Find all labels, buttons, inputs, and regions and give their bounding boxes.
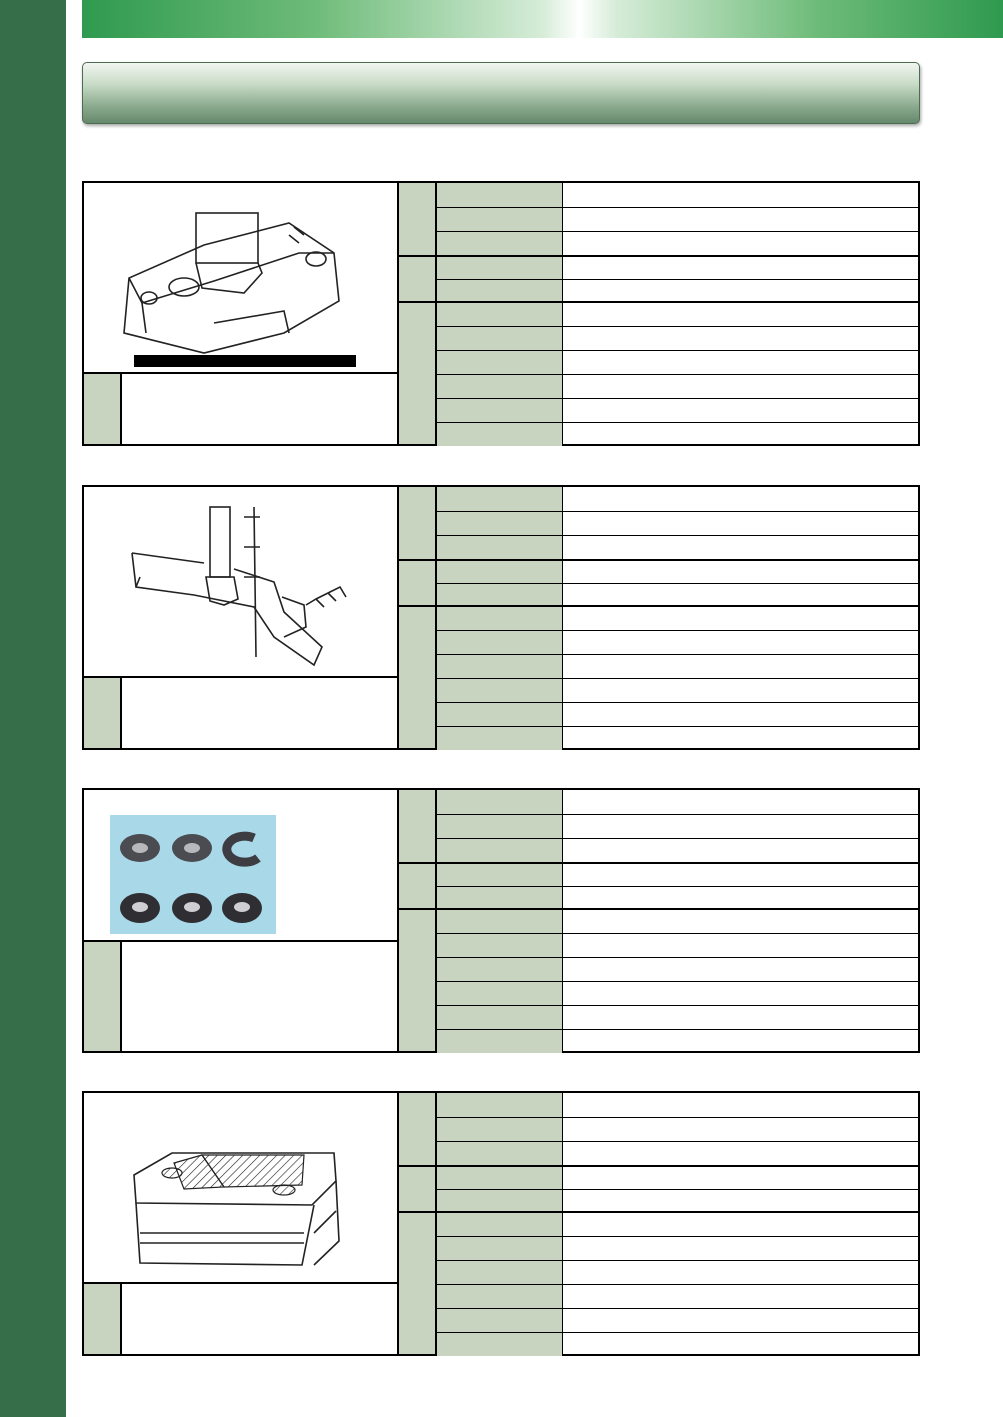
spec-value [563, 208, 918, 231]
spec-value [563, 487, 918, 511]
spec-label [437, 423, 563, 446]
spec-label [437, 280, 563, 303]
spec-row [437, 1093, 918, 1117]
spec-label [437, 1309, 563, 1332]
spec-label [437, 727, 563, 750]
header-band [82, 0, 1003, 38]
spec-group [399, 301, 918, 444]
group-label [399, 1167, 437, 1213]
inserts-photo [84, 790, 397, 942]
spec-group [399, 559, 918, 607]
spec-value [563, 280, 918, 303]
caption-marker [84, 678, 122, 748]
group-label [399, 910, 437, 1051]
spec-value [563, 1237, 918, 1260]
spec-value [563, 1118, 918, 1141]
spec-row [437, 1332, 918, 1356]
group-label [399, 303, 437, 444]
spec-group [399, 255, 918, 303]
spec-label [437, 607, 563, 631]
spec-label [437, 1093, 563, 1117]
spec-label [437, 631, 563, 654]
spec-row [437, 511, 918, 535]
spec-value [563, 1190, 918, 1213]
spec-row [437, 607, 918, 631]
group-label [399, 561, 437, 607]
spec-label [437, 1213, 563, 1237]
spec-row [437, 678, 918, 702]
spec-group [399, 790, 918, 862]
spec-group [399, 183, 918, 255]
new-inserts-row [120, 893, 262, 923]
group-label [399, 183, 437, 255]
spec-value [563, 536, 918, 559]
spec-row [437, 535, 918, 559]
spec-value [563, 887, 918, 910]
spec-value [563, 1213, 918, 1237]
spec-label [437, 703, 563, 726]
spec-label [437, 351, 563, 374]
spec-row [437, 1284, 918, 1308]
spec-value [563, 679, 918, 702]
group-label [399, 790, 437, 862]
spec-row [437, 303, 918, 327]
spec-value [563, 1006, 918, 1029]
spec-value [563, 327, 918, 350]
spec-label [437, 839, 563, 862]
spec-label [437, 1118, 563, 1141]
spec-group [399, 1093, 918, 1165]
spec-row [437, 1167, 918, 1191]
spec-row [437, 957, 918, 981]
spec-row [437, 702, 918, 726]
spec-value [563, 934, 918, 957]
spec-row [437, 1005, 918, 1029]
spec-label [437, 1285, 563, 1308]
caption-row-3 [84, 940, 397, 1051]
spec-value [563, 303, 918, 327]
spec-row [437, 886, 918, 910]
spec-value [563, 839, 918, 862]
spec-label [437, 910, 563, 934]
spec-value [563, 1030, 918, 1053]
spec-label [437, 1006, 563, 1029]
spec-value [563, 631, 918, 654]
spec-value [563, 183, 918, 207]
spec-value [563, 1261, 918, 1284]
spec-value [563, 727, 918, 750]
spec-label [437, 487, 563, 511]
spec-row [437, 1308, 918, 1332]
spec-value [563, 561, 918, 585]
spec-label [437, 887, 563, 910]
spec-row [437, 374, 918, 398]
spec-row [437, 910, 918, 934]
illustration-2 [84, 487, 397, 678]
caption-row-4 [84, 1282, 397, 1354]
spec-row [437, 726, 918, 750]
spec-label [437, 375, 563, 398]
spec-label [437, 303, 563, 327]
spec-label [437, 958, 563, 981]
spec-group [399, 487, 918, 559]
side-stripe [0, 0, 66, 1417]
spec-value [563, 232, 918, 255]
example-block-2 [82, 485, 920, 750]
spec-label [437, 512, 563, 535]
section-title-bar [82, 62, 920, 124]
illustration-1 [84, 183, 397, 374]
spec-value [563, 982, 918, 1005]
group-label [399, 257, 437, 303]
example-block-1 [82, 181, 920, 446]
spec-label [437, 399, 563, 422]
spec-row [437, 1117, 918, 1141]
spec-label [437, 232, 563, 255]
spec-row [437, 933, 918, 957]
spec-label [437, 934, 563, 957]
spec-label [437, 1167, 563, 1191]
group-label [399, 1213, 437, 1354]
spec-value [563, 864, 918, 888]
spec-row [437, 814, 918, 838]
spec-row [437, 1213, 918, 1237]
spec-row [437, 561, 918, 585]
spec-group [399, 1211, 918, 1354]
spec-value [563, 257, 918, 281]
example-block-3 [82, 788, 920, 1053]
spec-table-1 [397, 183, 918, 444]
spec-label [437, 655, 563, 678]
spec-row [437, 487, 918, 511]
spec-row [437, 350, 918, 374]
group-label [399, 607, 437, 748]
spec-value [563, 607, 918, 631]
spec-row [437, 207, 918, 231]
spec-label [437, 1261, 563, 1284]
spec-row [437, 1141, 918, 1165]
spec-value [563, 584, 918, 607]
illustration-3 [84, 790, 397, 942]
caption-row-1 [84, 372, 397, 444]
spec-label [437, 561, 563, 585]
caption-marker [84, 1284, 122, 1354]
spec-row [437, 257, 918, 281]
spec-label [437, 257, 563, 281]
spec-label [437, 536, 563, 559]
group-label [399, 864, 437, 910]
spec-label [437, 1333, 563, 1356]
face-mill-sketch [84, 183, 397, 374]
spec-group [399, 908, 918, 1051]
group-label [399, 487, 437, 559]
spec-row [437, 981, 918, 1005]
spec-table-2 [397, 487, 918, 748]
spec-label [437, 584, 563, 607]
spec-row [437, 183, 918, 207]
machined-block-sketch [84, 1093, 397, 1284]
caption-row-2 [84, 676, 397, 748]
spec-row [437, 1236, 918, 1260]
spec-row [437, 422, 918, 446]
spec-row [437, 864, 918, 888]
caption-marker [84, 374, 122, 444]
spec-label [437, 183, 563, 207]
spec-row [437, 1189, 918, 1213]
spec-value [563, 1309, 918, 1332]
spec-value [563, 399, 918, 422]
spec-value [563, 703, 918, 726]
spec-label [437, 864, 563, 888]
spec-value [563, 1142, 918, 1165]
spec-value [563, 512, 918, 535]
spec-value [563, 1285, 918, 1308]
spec-label [437, 327, 563, 350]
spec-label [437, 1237, 563, 1260]
spec-label [437, 1030, 563, 1053]
spec-label [437, 790, 563, 814]
spec-value [563, 375, 918, 398]
spec-table-4 [397, 1093, 918, 1354]
spec-table-3 [397, 790, 918, 1051]
spec-value [563, 1333, 918, 1356]
spec-value [563, 958, 918, 981]
spec-group [399, 862, 918, 910]
spec-row [437, 1260, 918, 1284]
spec-value [563, 655, 918, 678]
spec-value [563, 1167, 918, 1191]
spec-row [437, 279, 918, 303]
spec-row [437, 654, 918, 678]
spec-label [437, 982, 563, 1005]
group-label [399, 1093, 437, 1165]
spec-row [437, 326, 918, 350]
spec-value [563, 351, 918, 374]
spec-row [437, 790, 918, 814]
end-mill-sketch [84, 487, 397, 678]
spec-row [437, 398, 918, 422]
spec-row [437, 231, 918, 255]
spec-group [399, 605, 918, 748]
black-bar [134, 355, 356, 367]
example-block-4 [82, 1091, 920, 1356]
spec-label [437, 1142, 563, 1165]
spec-row [437, 838, 918, 862]
spec-label [437, 208, 563, 231]
caption-marker [84, 942, 122, 1051]
spec-value [563, 423, 918, 446]
spec-value [563, 910, 918, 934]
spec-label [437, 679, 563, 702]
spec-row [437, 1029, 918, 1053]
spec-row [437, 583, 918, 607]
spec-value [563, 815, 918, 838]
illustration-4 [84, 1093, 397, 1284]
spec-value [563, 790, 918, 814]
spec-row [437, 630, 918, 654]
spec-label [437, 815, 563, 838]
spec-group [399, 1165, 918, 1213]
spec-value [563, 1093, 918, 1117]
spec-label [437, 1190, 563, 1213]
